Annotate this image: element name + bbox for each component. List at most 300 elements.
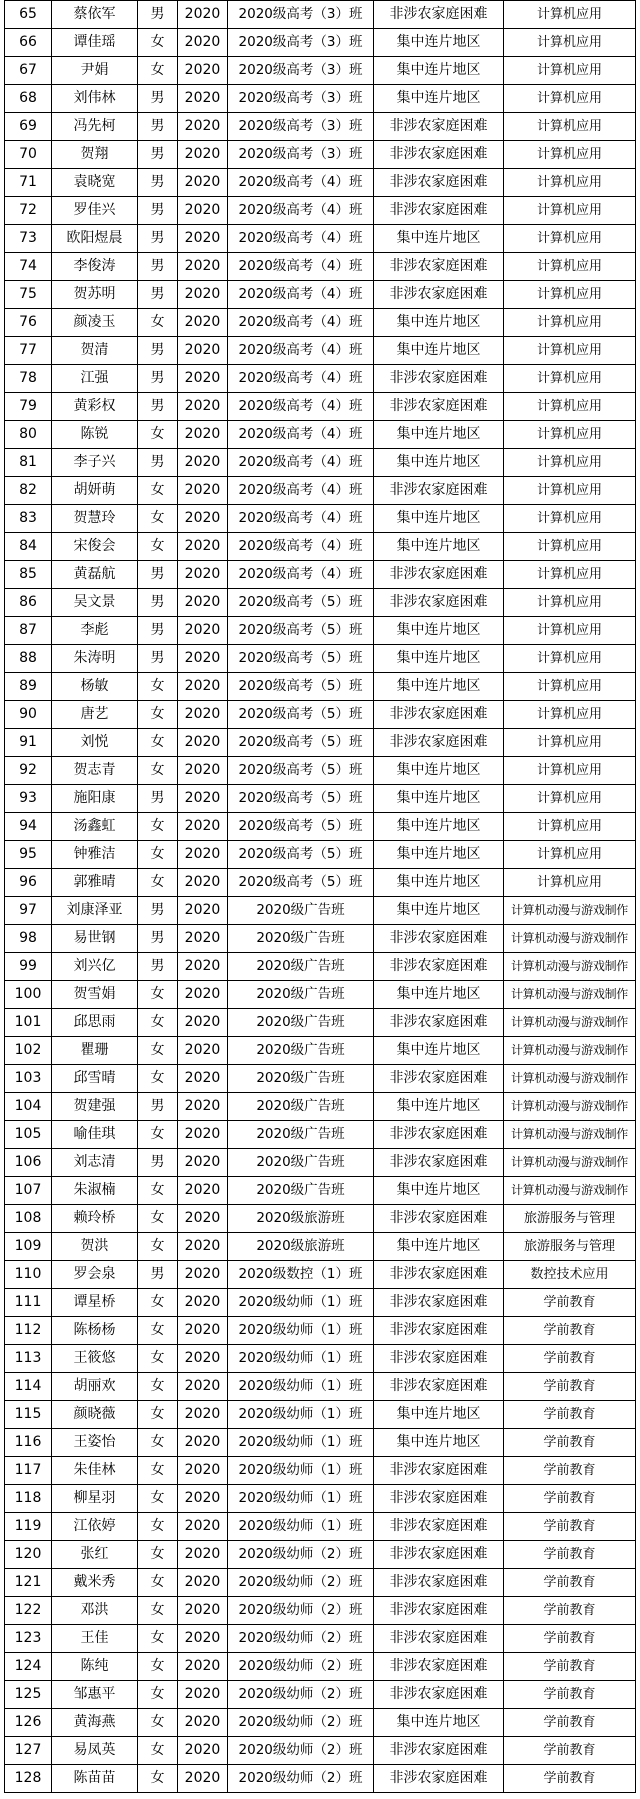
table-row <box>5 925 636 953</box>
major-cell: 计算机动漫与游戏制作 <box>504 1093 636 1121</box>
enrollment-year-cell: 2020 <box>178 1093 228 1121</box>
gender-cell: 男 <box>138 225 178 253</box>
hardship-category-cell: 非涉农家庭困难 <box>374 953 504 981</box>
enrollment-year-cell: 2020 <box>178 925 228 953</box>
enrollment-year-cell: 2020 <box>178 1513 228 1541</box>
class-name-cell: 2020级高考（4）班 <box>228 197 374 225</box>
row-number-cell: 80 <box>5 421 52 449</box>
student-name-cell: 汤鑫虹 <box>52 813 138 841</box>
major-cell: 学前教育 <box>504 1289 636 1317</box>
hardship-category-cell: 集中连片地区 <box>374 225 504 253</box>
class-name-cell: 2020级高考（3）班 <box>228 1 374 29</box>
row-number-cell: 72 <box>5 197 52 225</box>
gender-cell: 男 <box>138 617 178 645</box>
major-cell: 计算机动漫与游戏制作 <box>504 1037 636 1065</box>
hardship-category-cell: 集中连片地区 <box>374 1037 504 1065</box>
student-name-cell: 李彪 <box>52 617 138 645</box>
enrollment-year-cell: 2020 <box>178 197 228 225</box>
class-name-cell: 2020级高考（4）班 <box>228 449 374 477</box>
class-name-cell: 2020级幼师（2）班 <box>228 1681 374 1709</box>
student-name-cell: 朱淑楠 <box>52 1177 138 1205</box>
gender-cell: 女 <box>138 1681 178 1709</box>
table-row <box>5 673 636 701</box>
gender-cell: 男 <box>138 925 178 953</box>
enrollment-year-cell: 2020 <box>178 1429 228 1457</box>
major-cell: 学前教育 <box>504 1401 636 1429</box>
major-cell: 计算机动漫与游戏制作 <box>504 897 636 925</box>
student-name-cell: 邓洪 <box>52 1597 138 1625</box>
major-cell: 旅游服务与管理 <box>504 1233 636 1261</box>
enrollment-year-cell: 2020 <box>178 1737 228 1765</box>
hardship-category-cell: 集中连片地区 <box>374 85 504 113</box>
enrollment-year-cell: 2020 <box>178 225 228 253</box>
student-name-cell: 王筱悠 <box>52 1345 138 1373</box>
table-row <box>5 1233 636 1261</box>
class-name-cell: 2020级高考（5）班 <box>228 701 374 729</box>
table-row <box>5 1121 636 1149</box>
row-number-cell: 95 <box>5 841 52 869</box>
table-row <box>5 421 636 449</box>
student-name-cell: 江强 <box>52 365 138 393</box>
row-number-cell: 92 <box>5 757 52 785</box>
student-name-cell: 贺翔 <box>52 141 138 169</box>
student-name-cell: 颜凌玉 <box>52 309 138 337</box>
gender-cell: 男 <box>138 197 178 225</box>
enrollment-year-cell: 2020 <box>178 1373 228 1401</box>
row-number-cell: 122 <box>5 1597 52 1625</box>
enrollment-year-cell: 2020 <box>178 617 228 645</box>
major-cell: 计算机动漫与游戏制作 <box>504 925 636 953</box>
class-name-cell: 2020级广告班 <box>228 953 374 981</box>
class-name-cell: 2020级幼师（1）班 <box>228 1373 374 1401</box>
class-name-cell: 2020级幼师（1）班 <box>228 1513 374 1541</box>
major-cell: 计算机动漫与游戏制作 <box>504 953 636 981</box>
row-number-cell: 68 <box>5 85 52 113</box>
enrollment-year-cell: 2020 <box>178 785 228 813</box>
row-number-cell: 79 <box>5 393 52 421</box>
table-row <box>5 1177 636 1205</box>
class-name-cell: 2020级数控（1）班 <box>228 1261 374 1289</box>
hardship-category-cell: 非涉农家庭困难 <box>374 1737 504 1765</box>
hardship-category-cell: 集中连片地区 <box>374 897 504 925</box>
student-name-cell: 吴文景 <box>52 589 138 617</box>
table-row <box>5 1149 636 1177</box>
row-number-cell: 73 <box>5 225 52 253</box>
table-row <box>5 1317 636 1345</box>
major-cell: 计算机应用 <box>504 57 636 85</box>
enrollment-year-cell: 2020 <box>178 1205 228 1233</box>
hardship-category-cell: 非涉农家庭困难 <box>374 729 504 757</box>
hardship-category-cell: 非涉农家庭困难 <box>374 1485 504 1513</box>
table-row <box>5 785 636 813</box>
table-row <box>5 281 636 309</box>
hardship-category-cell: 集中连片地区 <box>374 1709 504 1737</box>
table-row <box>5 729 636 757</box>
hardship-category-cell: 非涉农家庭困难 <box>374 1289 504 1317</box>
gender-cell: 女 <box>138 1009 178 1037</box>
student-name-cell: 贺清 <box>52 337 138 365</box>
enrollment-year-cell: 2020 <box>178 645 228 673</box>
row-number-cell: 93 <box>5 785 52 813</box>
enrollment-year-cell: 2020 <box>178 141 228 169</box>
hardship-category-cell: 非涉农家庭困难 <box>374 281 504 309</box>
hardship-category-cell: 非涉农家庭困难 <box>374 1065 504 1093</box>
gender-cell: 男 <box>138 1261 178 1289</box>
enrollment-year-cell: 2020 <box>178 1177 228 1205</box>
class-name-cell: 2020级广告班 <box>228 925 374 953</box>
hardship-category-cell: 非涉农家庭困难 <box>374 561 504 589</box>
class-name-cell: 2020级广告班 <box>228 1093 374 1121</box>
enrollment-year-cell: 2020 <box>178 981 228 1009</box>
class-name-cell: 2020级幼师（2）班 <box>228 1653 374 1681</box>
table-row <box>5 449 636 477</box>
major-cell: 学前教育 <box>504 1345 636 1373</box>
enrollment-year-cell: 2020 <box>178 477 228 505</box>
student-name-cell: 易凤英 <box>52 1737 138 1765</box>
class-name-cell: 2020级高考（3）班 <box>228 113 374 141</box>
hardship-category-cell: 非涉农家庭困难 <box>374 1457 504 1485</box>
row-number-cell: 110 <box>5 1261 52 1289</box>
class-name-cell: 2020级高考（5）班 <box>228 869 374 897</box>
hardship-category-cell: 集中连片地区 <box>374 1093 504 1121</box>
table-row <box>5 1681 636 1709</box>
enrollment-year-cell: 2020 <box>178 1233 228 1261</box>
gender-cell: 女 <box>138 477 178 505</box>
enrollment-year-cell: 2020 <box>178 1457 228 1485</box>
hardship-category-cell: 集中连片地区 <box>374 1401 504 1429</box>
gender-cell: 女 <box>138 57 178 85</box>
row-number-cell: 103 <box>5 1065 52 1093</box>
enrollment-year-cell: 2020 <box>178 1345 228 1373</box>
student-name-cell: 贺雪娟 <box>52 981 138 1009</box>
class-name-cell: 2020级幼师（1）班 <box>228 1345 374 1373</box>
student-name-cell: 戴米秀 <box>52 1569 138 1597</box>
table-row <box>5 141 636 169</box>
row-number-cell: 90 <box>5 701 52 729</box>
table-row <box>5 841 636 869</box>
table-row <box>5 57 636 85</box>
row-number-cell: 88 <box>5 645 52 673</box>
class-name-cell: 2020级高考（5）班 <box>228 729 374 757</box>
class-name-cell: 2020级高考（3）班 <box>228 141 374 169</box>
gender-cell: 女 <box>138 729 178 757</box>
row-number-cell: 66 <box>5 29 52 57</box>
row-number-cell: 111 <box>5 1289 52 1317</box>
student-name-cell: 李子兴 <box>52 449 138 477</box>
hardship-category-cell: 集中连片地区 <box>374 869 504 897</box>
student-name-cell: 陈杨杨 <box>52 1317 138 1345</box>
hardship-category-cell: 集中连片地区 <box>374 29 504 57</box>
enrollment-year-cell: 2020 <box>178 1317 228 1345</box>
table-row <box>5 897 636 925</box>
row-number-cell: 102 <box>5 1037 52 1065</box>
gender-cell: 女 <box>138 1737 178 1765</box>
row-number-cell: 120 <box>5 1541 52 1569</box>
enrollment-year-cell: 2020 <box>178 309 228 337</box>
gender-cell: 男 <box>138 897 178 925</box>
major-cell: 计算机应用 <box>504 225 636 253</box>
student-name-cell: 贺建强 <box>52 1093 138 1121</box>
student-name-cell: 蔡依军 <box>52 1 138 29</box>
gender-cell: 男 <box>138 449 178 477</box>
class-name-cell: 2020级幼师（1）班 <box>228 1485 374 1513</box>
gender-cell: 女 <box>138 1485 178 1513</box>
hardship-category-cell: 集中连片地区 <box>374 757 504 785</box>
gender-cell: 女 <box>138 841 178 869</box>
major-cell: 计算机动漫与游戏制作 <box>504 1149 636 1177</box>
hardship-category-cell: 非涉农家庭困难 <box>374 925 504 953</box>
enrollment-year-cell: 2020 <box>178 1569 228 1597</box>
class-name-cell: 2020级高考（4）班 <box>228 533 374 561</box>
hardship-category-cell: 非涉农家庭困难 <box>374 1541 504 1569</box>
class-name-cell: 2020级高考（3）班 <box>228 85 374 113</box>
major-cell: 计算机应用 <box>504 393 636 421</box>
enrollment-year-cell: 2020 <box>178 1009 228 1037</box>
enrollment-year-cell: 2020 <box>178 1653 228 1681</box>
student-name-cell: 朱涛明 <box>52 645 138 673</box>
hardship-category-cell: 集中连片地区 <box>374 337 504 365</box>
row-number-cell: 82 <box>5 477 52 505</box>
row-number-cell: 119 <box>5 1513 52 1541</box>
row-number-cell: 98 <box>5 925 52 953</box>
enrollment-year-cell: 2020 <box>178 449 228 477</box>
row-number-cell: 94 <box>5 813 52 841</box>
class-name-cell: 2020级高考（5）班 <box>228 673 374 701</box>
table-row <box>5 645 636 673</box>
class-name-cell: 2020级高考（3）班 <box>228 29 374 57</box>
class-name-cell: 2020级广告班 <box>228 981 374 1009</box>
row-number-cell: 108 <box>5 1205 52 1233</box>
row-number-cell: 109 <box>5 1233 52 1261</box>
row-number-cell: 126 <box>5 1709 52 1737</box>
hardship-category-cell: 非涉农家庭困难 <box>374 1121 504 1149</box>
gender-cell: 男 <box>138 1093 178 1121</box>
row-number-cell: 85 <box>5 561 52 589</box>
student-name-cell: 冯先柯 <box>52 113 138 141</box>
student-name-cell: 胡妍萌 <box>52 477 138 505</box>
gender-cell: 女 <box>138 1569 178 1597</box>
class-name-cell: 2020级高考（4）班 <box>228 505 374 533</box>
major-cell: 计算机应用 <box>504 169 636 197</box>
row-number-cell: 100 <box>5 981 52 1009</box>
table-row <box>5 1597 636 1625</box>
student-name-cell: 柳星羽 <box>52 1485 138 1513</box>
major-cell: 计算机应用 <box>504 309 636 337</box>
student-name-cell: 刘志清 <box>52 1149 138 1177</box>
student-name-cell: 黄磊航 <box>52 561 138 589</box>
class-name-cell: 2020级高考（4）班 <box>228 393 374 421</box>
gender-cell: 男 <box>138 365 178 393</box>
table-row <box>5 1653 636 1681</box>
enrollment-year-cell: 2020 <box>178 869 228 897</box>
hardship-category-cell: 非涉农家庭困难 <box>374 1009 504 1037</box>
major-cell: 学前教育 <box>504 1513 636 1541</box>
table-row <box>5 477 636 505</box>
table-row <box>5 113 636 141</box>
student-name-cell: 邱思雨 <box>52 1009 138 1037</box>
row-number-cell: 128 <box>5 1765 52 1793</box>
table-row <box>5 225 636 253</box>
student-name-cell: 黄海燕 <box>52 1709 138 1737</box>
gender-cell: 男 <box>138 1149 178 1177</box>
hardship-category-cell: 非涉农家庭困难 <box>374 197 504 225</box>
enrollment-year-cell: 2020 <box>178 1625 228 1653</box>
row-number-cell: 77 <box>5 337 52 365</box>
major-cell: 计算机应用 <box>504 113 636 141</box>
hardship-category-cell: 非涉农家庭困难 <box>374 365 504 393</box>
class-name-cell: 2020级幼师（2）班 <box>228 1625 374 1653</box>
student-name-cell: 陈苗苗 <box>52 1765 138 1793</box>
hardship-category-cell: 集中连片地区 <box>374 449 504 477</box>
table-row <box>5 1765 636 1793</box>
table-row <box>5 1513 636 1541</box>
table-row <box>5 953 636 981</box>
major-cell: 计算机应用 <box>504 253 636 281</box>
student-name-cell: 黄彩权 <box>52 393 138 421</box>
class-name-cell: 2020级高考（4）班 <box>228 365 374 393</box>
gender-cell: 男 <box>138 253 178 281</box>
major-cell: 计算机应用 <box>504 589 636 617</box>
class-name-cell: 2020级旅游班 <box>228 1205 374 1233</box>
student-name-cell: 刘伟林 <box>52 85 138 113</box>
class-name-cell: 2020级高考（5）班 <box>228 757 374 785</box>
class-name-cell: 2020级幼师（2）班 <box>228 1765 374 1793</box>
major-cell: 学前教育 <box>504 1317 636 1345</box>
major-cell: 计算机动漫与游戏制作 <box>504 1009 636 1037</box>
class-name-cell: 2020级高考（4）班 <box>228 253 374 281</box>
student-name-cell: 唐艺 <box>52 701 138 729</box>
table-row <box>5 869 636 897</box>
gender-cell: 女 <box>138 757 178 785</box>
enrollment-year-cell: 2020 <box>178 561 228 589</box>
major-cell: 计算机应用 <box>504 449 636 477</box>
major-cell: 计算机应用 <box>504 757 636 785</box>
row-number-cell: 69 <box>5 113 52 141</box>
table-row <box>5 589 636 617</box>
gender-cell: 男 <box>138 645 178 673</box>
hardship-category-cell: 集中连片地区 <box>374 617 504 645</box>
gender-cell: 男 <box>138 337 178 365</box>
major-cell: 学前教育 <box>504 1737 636 1765</box>
hardship-category-cell: 非涉农家庭困难 <box>374 1513 504 1541</box>
enrollment-year-cell: 2020 <box>178 1541 228 1569</box>
enrollment-year-cell: 2020 <box>178 113 228 141</box>
row-number-cell: 118 <box>5 1485 52 1513</box>
student-name-cell: 邱雪晴 <box>52 1065 138 1093</box>
hardship-category-cell: 集中连片地区 <box>374 981 504 1009</box>
hardship-category-cell: 集中连片地区 <box>374 785 504 813</box>
row-number-cell: 70 <box>5 141 52 169</box>
row-number-cell: 106 <box>5 1149 52 1177</box>
table-row <box>5 1457 636 1485</box>
table-row <box>5 1709 636 1737</box>
student-name-cell: 陈纯 <box>52 1653 138 1681</box>
gender-cell: 女 <box>138 701 178 729</box>
row-number-cell: 107 <box>5 1177 52 1205</box>
major-cell: 学前教育 <box>504 1625 636 1653</box>
gender-cell: 男 <box>138 589 178 617</box>
class-name-cell: 2020级幼师（2）班 <box>228 1709 374 1737</box>
enrollment-year-cell: 2020 <box>178 1597 228 1625</box>
table-row <box>5 1009 636 1037</box>
table-row <box>5 1345 636 1373</box>
hardship-category-cell: 集中连片地区 <box>374 57 504 85</box>
major-cell: 计算机应用 <box>504 869 636 897</box>
row-number-cell: 114 <box>5 1373 52 1401</box>
gender-cell: 女 <box>138 1289 178 1317</box>
table-row <box>5 309 636 337</box>
row-number-cell: 116 <box>5 1429 52 1457</box>
student-name-cell: 袁晓宽 <box>52 169 138 197</box>
enrollment-year-cell: 2020 <box>178 1261 228 1289</box>
hardship-category-cell: 非涉农家庭困难 <box>374 1569 504 1597</box>
table-row <box>5 533 636 561</box>
enrollment-year-cell: 2020 <box>178 253 228 281</box>
student-name-cell: 尹娟 <box>52 57 138 85</box>
row-number-cell: 117 <box>5 1457 52 1485</box>
hardship-category-cell: 集中连片地区 <box>374 1429 504 1457</box>
class-name-cell: 2020级旅游班 <box>228 1233 374 1261</box>
enrollment-year-cell: 2020 <box>178 421 228 449</box>
table-row <box>5 1261 636 1289</box>
table-row <box>5 1037 636 1065</box>
table-row <box>5 1065 636 1093</box>
class-name-cell: 2020级高考（5）班 <box>228 617 374 645</box>
major-cell: 计算机应用 <box>504 785 636 813</box>
enrollment-year-cell: 2020 <box>178 701 228 729</box>
student-name-cell: 郭雅晴 <box>52 869 138 897</box>
row-number-cell: 101 <box>5 1009 52 1037</box>
gender-cell: 女 <box>138 1345 178 1373</box>
table-row <box>5 85 636 113</box>
gender-cell: 男 <box>138 113 178 141</box>
hardship-category-cell: 非涉农家庭困难 <box>374 169 504 197</box>
major-cell: 计算机应用 <box>504 729 636 757</box>
gender-cell: 女 <box>138 1765 178 1793</box>
class-name-cell: 2020级广告班 <box>228 1177 374 1205</box>
table-row <box>5 337 636 365</box>
student-name-cell: 瞿珊 <box>52 1037 138 1065</box>
gender-cell: 女 <box>138 1177 178 1205</box>
student-name-cell: 欧阳煜晨 <box>52 225 138 253</box>
class-name-cell: 2020级高考（3）班 <box>228 57 374 85</box>
row-number-cell: 89 <box>5 673 52 701</box>
class-name-cell: 2020级广告班 <box>228 1121 374 1149</box>
hardship-category-cell: 非涉农家庭困难 <box>374 477 504 505</box>
major-cell: 计算机应用 <box>504 813 636 841</box>
hardship-category-cell: 非涉农家庭困难 <box>374 393 504 421</box>
class-name-cell: 2020级幼师（2）班 <box>228 1737 374 1765</box>
gender-cell: 女 <box>138 533 178 561</box>
major-cell: 计算机应用 <box>504 701 636 729</box>
roster-body <box>5 1 636 1793</box>
hardship-category-cell: 非涉农家庭困难 <box>374 1205 504 1233</box>
major-cell: 学前教育 <box>504 1373 636 1401</box>
hardship-category-cell: 非涉农家庭困难 <box>374 1149 504 1177</box>
major-cell: 计算机应用 <box>504 673 636 701</box>
gender-cell: 女 <box>138 1401 178 1429</box>
gender-cell: 女 <box>138 1597 178 1625</box>
gender-cell: 女 <box>138 1541 178 1569</box>
row-number-cell: 83 <box>5 505 52 533</box>
gender-cell: 男 <box>138 1 178 29</box>
enrollment-year-cell: 2020 <box>178 589 228 617</box>
row-number-cell: 86 <box>5 589 52 617</box>
major-cell: 旅游服务与管理 <box>504 1205 636 1233</box>
student-name-cell: 谭佳瑶 <box>52 29 138 57</box>
major-cell: 学前教育 <box>504 1541 636 1569</box>
hardship-category-cell: 集中连片地区 <box>374 1233 504 1261</box>
